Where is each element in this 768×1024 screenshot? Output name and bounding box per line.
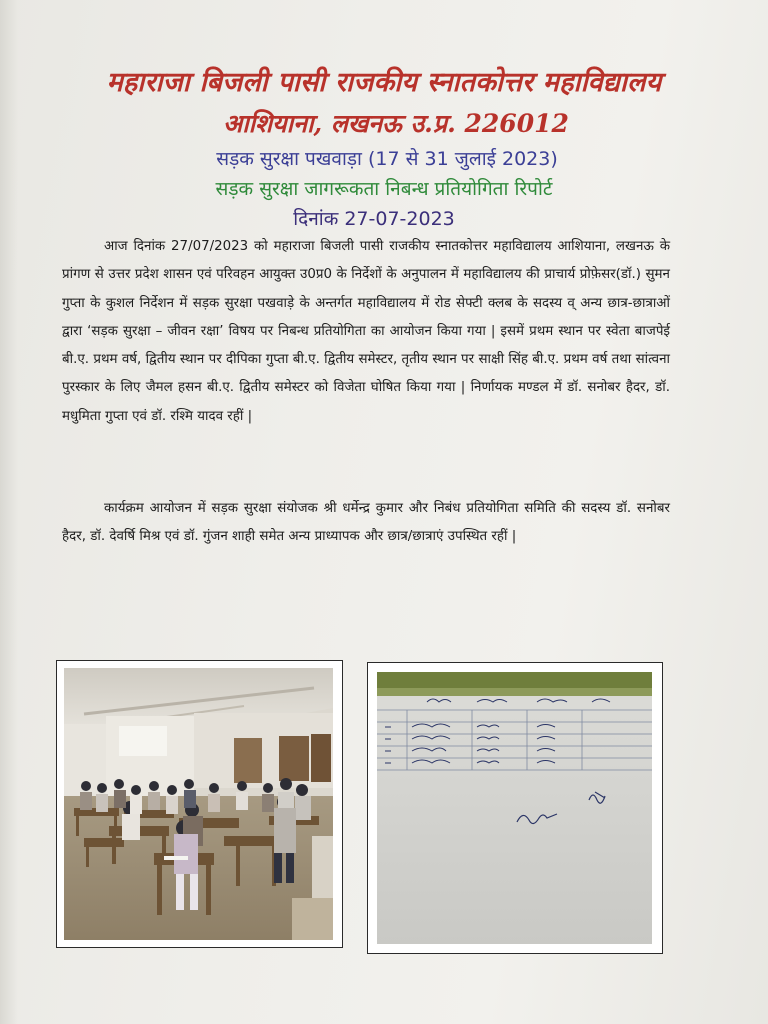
classroom-photo-frame bbox=[56, 660, 343, 948]
report-paragraph-2: कार्यक्रम आयोजन में सड़क सुरक्षा संयोजक श्री धर्मेन्द्र कुमार और निबंध प्रतियोगिता समिति की सदस्य डॉ. सनोबर हैदर, डॉ. देवर्षि मिश्र एवं डॉ. गुंजन शाही समेत अन्य प्राध्यापक और छात्र/छात्राएं उपस्थित रहीं | bbox=[62, 501, 670, 545]
result-sheet-photo-frame bbox=[367, 662, 663, 954]
classroom-photo bbox=[64, 668, 333, 940]
college-name: महाराजा बिजली पासी राजकीय स्नातकोत्तर महाविद्यालय bbox=[106, 67, 662, 98]
report-date: दिनांक 27-07-2023 bbox=[293, 208, 455, 230]
event-title: सड़क सुरक्षा पखवाड़ा (17 से 31 जुलाई 2023) bbox=[216, 148, 558, 170]
classroom-photo-icon bbox=[64, 668, 333, 940]
college-address: आशियाना, लखनऊ उ.प्र. 226012 bbox=[223, 109, 569, 138]
result-sheet-photo bbox=[377, 672, 652, 944]
report-title: सड़क सुरक्षा जागरूकता निबन्ध प्रतियोगिता रिपोर्ट bbox=[215, 178, 553, 200]
report-paragraph-1: आज दिनांक 27/07/2023 को महाराजा बिजली पासी राजकीय स्नातकोत्तर महाविद्यालय आशियाना, लखनऊ के प्रांगण से उत्तर प्रदेश शासन एवं परिवहन आयुक्त उ0प्र0 के निर्देशों के अनुपालन में महाविद्यालय की प्राचार्य प्रोफ़ेसर(डॉ.) सुमन गुप्ता के कुशल निर्देशन में सड़क सुरक्षा पखवाड़े के अन्तर्गत महाविद्यालय में रोड सेफ्टी क्लब के सदस्य व् अन्य छात्र-छात्राओं द्वारा ‘सड़क सुरक्षा – जीवन रक्षा’ विषय पर निबन्ध प्रतियोगिता का आयोजन किया गया | इसमें प्रथम स्थान पर स्वेता बाजपेई बी.ए. प्रथम वर्ष, द्वितीय स्थान पर दीपिका गुप्ता बी.ए. द्वितीय समेस्टर, तृतीय स्थान पर साक्षी सिंह बी.ए. प्रथम वर्ष तथा सांत्वना पुरस्कार के लिए जैमल हसन बी.ए. द्वितीय समेस्टर को विजेता घोषित किया गया | निर्णायक मण्डल में डॉ. सनोबर हैदर, डॉ. मधुमिता गुप्ता एवं डॉ. रश्मि यादव रहीं | bbox=[62, 239, 670, 424]
handwritten-result-sheet-photo-icon bbox=[377, 672, 652, 944]
